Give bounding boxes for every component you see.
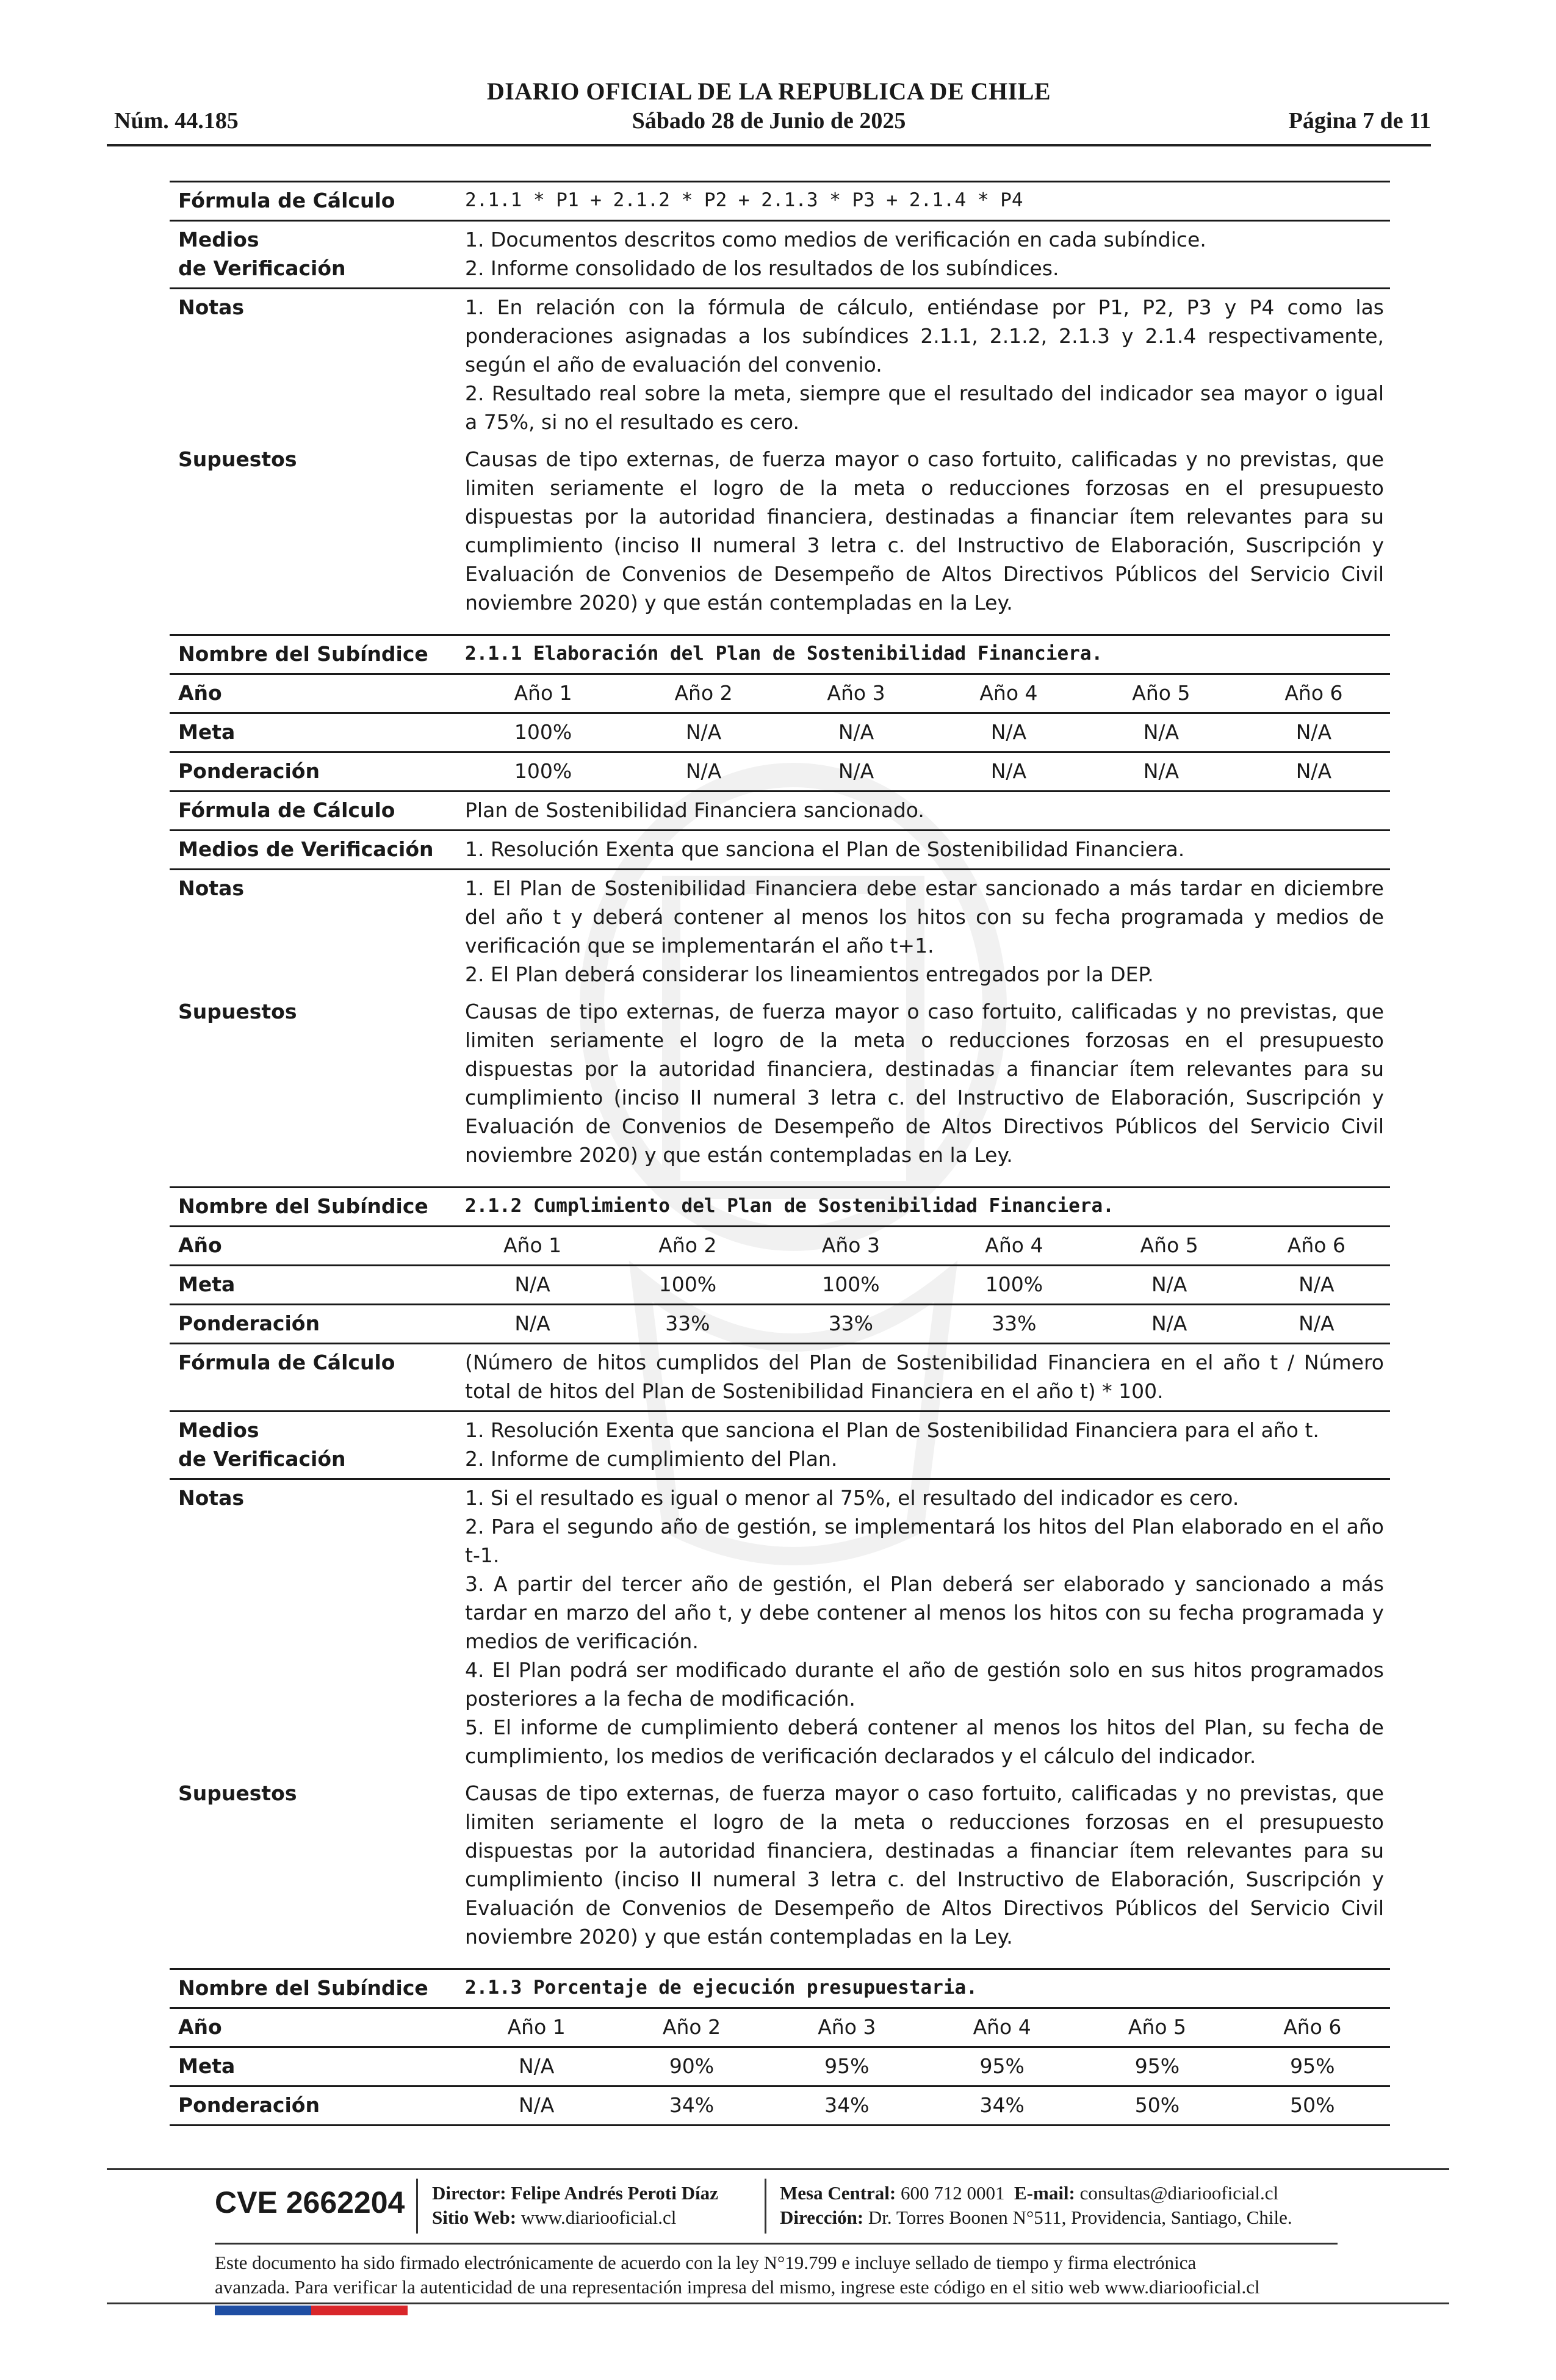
medios-label <box>170 221 459 289</box>
year-header: Año 6 <box>1235 2008 1390 2047</box>
medios-label: Medios de Verificación <box>170 831 459 870</box>
notas-label: Notas <box>170 289 459 442</box>
issue-number: Núm. 44.185 <box>114 108 239 134</box>
formula-label: Fórmula de Cálculo <box>170 1344 459 1412</box>
meta-cell: 100% <box>606 1266 769 1305</box>
meta-cell: 100% <box>932 1266 1096 1305</box>
footer-divider <box>107 2168 1449 2170</box>
mesa-phone: 600 712 0001 <box>901 2182 1005 2204</box>
nota-item: 5. El informe de cumplimiento deberá contener al menos los hitos del Plan, su fecha de cumplimiento, los medios de verificación declarados y el cálculo del indicador. <box>465 1715 1384 1768</box>
meta-cell: N/A <box>1243 1266 1390 1305</box>
indicator-summary-table <box>170 181 1390 622</box>
year-header: Año 1 <box>459 2008 614 2047</box>
nota-item: 1. Si el resultado es igual o menor al 75%, el resultado del indicador es cero. <box>465 1486 1239 1510</box>
ponderacion-cell: N/A <box>932 752 1085 792</box>
notas-value <box>459 870 1390 994</box>
direccion-value: Dr. Torres Boonen N°511, Providencia, Santiago, Chile. <box>868 2207 1292 2228</box>
ponderacion-cell: 34% <box>924 2086 1079 2126</box>
meta-cell: N/A <box>1237 713 1390 752</box>
ponderacion-cell: 34% <box>769 2086 924 2126</box>
direccion-label: Dirección: <box>780 2207 864 2228</box>
nota-item: 1. En relación con la fórmula de cálculo, entiéndase por P1, P2, P3 y P4 como las ponderaciones asignadas a los subíndices 2.1.1, 2.1.2, 2.1.3 y 2.1.4 respectivamente, según el año de evaluación del convenio. <box>465 295 1384 377</box>
year-header: Año 3 <box>780 674 932 713</box>
year-label: Año <box>170 2008 459 2047</box>
ponderacion-cell: 50% <box>1235 2086 1390 2126</box>
ponderacion-cell: 33% <box>606 1305 769 1344</box>
signature-note-line: avanzada. Para verificar la autenticidad de una representación impresa del mismo, ingrese este código en el sitio web www.diariooficial.cl <box>215 2276 1260 2298</box>
supuestos-label: Supuestos <box>178 1781 297 1805</box>
meta-cell: N/A <box>627 713 780 752</box>
meta-cell: N/A <box>1085 713 1237 752</box>
medios-label-line2: de Verificación <box>178 1447 346 1471</box>
medios-item: 2. Informe consolidado de los resultados de los subíndices. <box>465 256 1059 280</box>
meta-cell: N/A <box>459 2047 614 2086</box>
web-label: Sitio Web: <box>432 2207 517 2228</box>
meta-cell: 95% <box>1079 2047 1234 2086</box>
year-header: Año 5 <box>1096 1227 1243 1266</box>
signature-note <box>215 2251 1350 2299</box>
notas-value <box>459 1479 1390 1776</box>
meta-cell: N/A <box>1096 1266 1243 1305</box>
year-label: Año <box>170 674 459 713</box>
cve-code: CVE 2662204 <box>215 2185 405 2220</box>
medios-label <box>170 1412 459 1479</box>
medios-value <box>459 221 1390 289</box>
subindex-2-1-2-table <box>170 1186 1390 1956</box>
meta-cell: N/A <box>459 1266 606 1305</box>
signature-note-line: Este documento ha sido firmado electrónicamente de acuerdo con la ley N°19.799 e incluye sellado de tiempo y firma electrónica <box>215 2252 1197 2273</box>
meta-cell: 100% <box>769 1266 933 1305</box>
nota-item: 2. El Plan deberá considerar los lineamientos entregados por la DEP. <box>465 962 1154 986</box>
meta-cell: N/A <box>932 713 1085 752</box>
year-header: Año 3 <box>769 1227 933 1266</box>
year-header: Año 4 <box>932 674 1085 713</box>
medios-value <box>459 1412 1390 1479</box>
meta-label: Meta <box>170 713 459 752</box>
medios-item: 1. Documentos descritos como medios de verificación en cada subíndice. <box>465 228 1206 251</box>
year-header: Año 2 <box>606 1227 769 1266</box>
nota-item: 2. Para el segundo año de gestión, se implementará los hitos del Plan elaborado en el año t-1. <box>465 1515 1384 1567</box>
subindex-name-label: Nombre del Subíndice <box>170 1969 459 2008</box>
year-header: Año 6 <box>1237 674 1390 713</box>
medios-item: 2. Informe de cumplimiento del Plan. <box>465 1447 838 1471</box>
year-header: Año 4 <box>932 1227 1096 1266</box>
document-body <box>170 181 1390 2126</box>
meta-cell: 95% <box>769 2047 924 2086</box>
mesa-label: Mesa Central: <box>780 2182 896 2204</box>
notas-label: Notas <box>170 1479 459 1776</box>
flag-red-stripe <box>311 2306 408 2315</box>
year-header: Año 3 <box>769 2008 924 2047</box>
director-name: Felipe Andrés Peroti Díaz <box>511 2182 718 2204</box>
ponderacion-cell: N/A <box>780 752 932 792</box>
web-link[interactable]: www.diariooficial.cl <box>520 2207 677 2228</box>
ponderacion-cell: 100% <box>459 752 627 792</box>
year-header: Año 1 <box>459 1227 606 1266</box>
footer-separator <box>765 2179 766 2234</box>
meta-cell: 90% <box>614 2047 769 2086</box>
medios-item: 1. Resolución Exenta que sanciona el Plan de Sostenibilidad Financiera para el año t. <box>465 1418 1319 1442</box>
ponderacion-label: Ponderación <box>170 2086 459 2126</box>
subindex-name: 2.1.1 Elaboración del Plan de Sostenibilidad Financiera. <box>459 635 1390 674</box>
subindex-name-label: Nombre del Subíndice <box>170 635 459 674</box>
medios-label-line1: Medios <box>178 228 259 251</box>
footer-director-block <box>432 2181 718 2230</box>
formula-value: 2.1.1 * P1 + 2.1.2 * P2 + 2.1.3 * P3 + 2.1.4 * P4 <box>459 182 1390 221</box>
flag-blue-stripe <box>215 2306 311 2315</box>
medios-value: 1. Resolución Exenta que sanciona el Plan de Sostenibilidad Financiera. <box>459 831 1390 870</box>
subindex-name-label: Nombre del Subíndice <box>170 1188 459 1227</box>
year-header: Año 6 <box>1243 1227 1390 1266</box>
ponderacion-cell: N/A <box>1085 752 1237 792</box>
year-header: Año 5 <box>1079 2008 1234 2047</box>
ponderacion-cell: 50% <box>1079 2086 1234 2126</box>
ponderacion-cell: 33% <box>932 1305 1096 1344</box>
page-header <box>107 72 1431 146</box>
formula-value: (Número de hitos cumplidos del Plan de Sostenibilidad Financiera en el año t / Número total de hitos del Plan de Sostenibilidad Financiera en el año t) * 100. <box>459 1344 1390 1412</box>
ponderacion-cell: 34% <box>614 2086 769 2126</box>
ponderacion-cell: N/A <box>459 2086 614 2126</box>
subindex-name: 2.1.3 Porcentaje de ejecución presupuestaria. <box>459 1969 1390 2008</box>
formula-label: Fórmula de Cálculo <box>170 182 459 221</box>
ponderacion-cell: 33% <box>769 1305 933 1344</box>
subindex-name: 2.1.2 Cumplimiento del Plan de Sostenibilidad Financiera. <box>459 1188 1390 1227</box>
nota-item: 3. A partir del tercer año de gestión, el Plan deberá ser elaborado y sancionado a más tardar en marzo del año t, y debe contener al menos los hitos con su fecha programada y medios de verificación. <box>465 1572 1384 1653</box>
director-label: Director: <box>432 2182 506 2204</box>
nota-item: 1. El Plan de Sostenibilidad Financiera debe estar sancionado a más tardar en diciembre del año t y deberá contener al menos los hitos con su fecha programada y medios de verificación que se implementarán el año t+1. <box>465 876 1384 957</box>
meta-label: Meta <box>170 2047 459 2086</box>
medios-label-line1: Medios <box>178 1418 259 1442</box>
newspaper-title: DIARIO OFICIAL DE LA REPUBLICA DE CHILE <box>486 78 1051 105</box>
supuestos-value: Causas de tipo externas, de fuerza mayor o caso fortuito, calificadas y no previstas, que limiten seriamente el logro de la meta o reducciones forzosas en el presupuesto dispuestas por la autoridad financiera, destinadas a financiar ítem relevantes para su cumplimiento (inciso II numeral 3 letra c. del Instructivo de Elaboración, Suscripción y Evaluación de Convenios de Desempeño de Altos Directivos Públicos del Servicio Civil noviembre 2020) y que están contempladas en la Ley. <box>465 1000 1384 1167</box>
footer-contact-block <box>780 2181 1292 2230</box>
ponderacion-cell: N/A <box>1096 1305 1243 1344</box>
ponderacion-cell: N/A <box>1243 1305 1390 1344</box>
meta-cell: 95% <box>924 2047 1079 2086</box>
nota-item: 2. Resultado real sobre la meta, siempre que el resultado del indicador sea mayor o igual a 75%, si no el resultado es cero. <box>465 381 1384 434</box>
supuestos-label: Supuestos <box>178 447 297 471</box>
formula-value: Plan de Sostenibilidad Financiera sancionado. <box>459 792 1390 831</box>
meta-cell: 95% <box>1235 2047 1390 2086</box>
ponderacion-cell: N/A <box>459 1305 606 1344</box>
ponderacion-label: Ponderación <box>170 1305 459 1344</box>
nota-item: 4. El Plan podrá ser modificado durante el año de gestión solo en sus hitos programados posteriores a la fecha de modificación. <box>465 1658 1384 1711</box>
supuestos-value: Causas de tipo externas, de fuerza mayor o caso fortuito, calificadas y no previstas, que limiten seriamente el logro de la meta o reducciones forzosas en el presupuesto dispuestas por la autoridad financiera, destinadas a financiar ítem relevantes para su cumplimiento (inciso II numeral 3 letra c. del Instructivo de Elaboración, Suscripción y Evaluación de Convenios de Desempeño de Altos Directivos Públicos del Servicio Civil noviembre 2020) y que están contempladas en la Ley. <box>465 447 1384 615</box>
year-label: Año <box>170 1227 459 1266</box>
supuestos-value: Causas de tipo externas, de fuerza mayor o caso fortuito, calificadas y no previstas, que limiten seriamente el logro de la meta o reducciones forzosas en el presupuesto dispuestas por la autoridad financiera, destinadas a financiar ítem relevantes para su cumplimiento (inciso II numeral 3 letra c. del Instructivo de Elaboración, Suscripción y Evaluación de Convenios de Desempeño de Altos Directivos Públicos del Servicio Civil noviembre 2020) y que están contempladas en la Ley. <box>465 1781 1384 1949</box>
year-header: Año 2 <box>614 2008 769 2047</box>
year-header: Año 4 <box>924 2008 1079 2047</box>
page-number: Página 7 de 11 <box>1288 108 1431 134</box>
subindex-2-1-1-table <box>170 634 1390 1174</box>
notas-label: Notas <box>170 870 459 994</box>
formula-label: Fórmula de Cálculo <box>170 792 459 831</box>
meta-label: Meta <box>170 1266 459 1305</box>
issue-date: Sábado 28 de Junio de 2025 <box>632 108 906 134</box>
email-label: E-mail: <box>1014 2182 1075 2204</box>
ponderacion-label: Ponderación <box>170 752 459 792</box>
notas-value <box>459 289 1390 442</box>
email-link[interactable]: consultas@diariooficial.cl <box>1079 2182 1279 2204</box>
footer-bottom-rule <box>107 2302 1449 2304</box>
medios-label-line2: de Verificación <box>178 256 346 280</box>
supuestos-label: Supuestos <box>178 1000 297 1023</box>
year-header: Año 1 <box>459 674 627 713</box>
meta-cell: N/A <box>780 713 932 752</box>
meta-cell: 100% <box>459 713 627 752</box>
year-header: Año 2 <box>627 674 780 713</box>
subindex-2-1-3-table <box>170 1968 1390 2126</box>
footer-separator <box>416 2179 418 2234</box>
year-header: Año 5 <box>1085 674 1237 713</box>
footer-note-divider <box>215 2243 1338 2245</box>
ponderacion-cell: N/A <box>627 752 780 792</box>
ponderacion-cell: N/A <box>1237 752 1390 792</box>
